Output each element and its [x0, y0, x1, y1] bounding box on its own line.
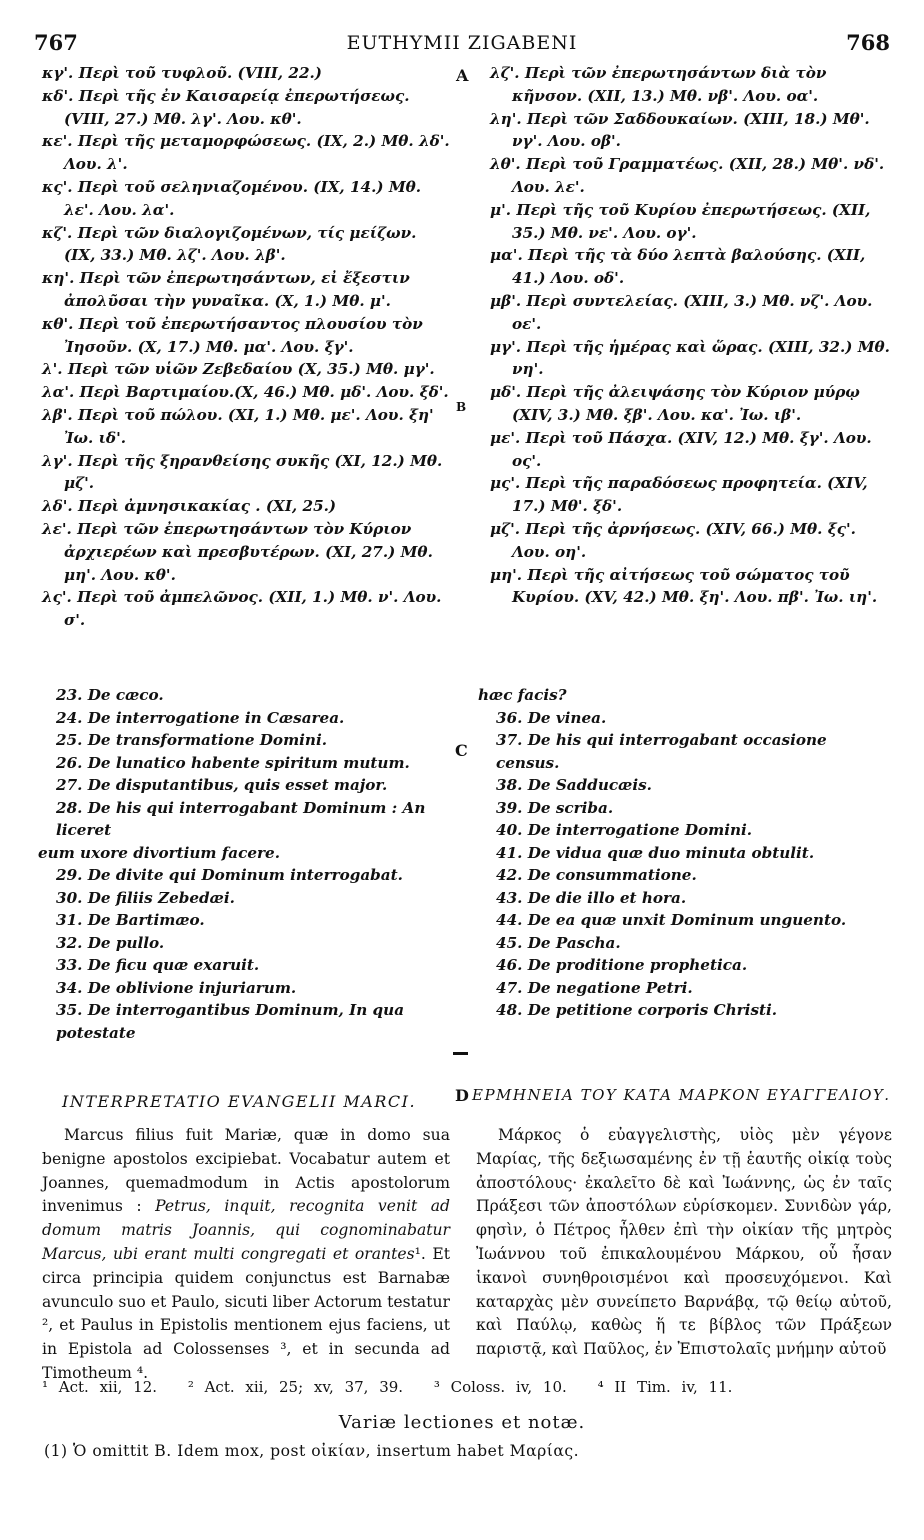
latin-entry: 30. De filiis Zebedæi. [56, 888, 235, 907]
page-number-left: 767 [34, 30, 78, 55]
margin-mark-d: D [455, 1086, 469, 1105]
latin-section-title: INTERPRETATIO EVANGELII MARCI. [62, 1092, 417, 1111]
latin-entry: 36. De vinea. [496, 708, 607, 727]
running-title: EUTHYMII ZIGABENI [346, 32, 578, 54]
chapter-entry: λς'. Περὶ τοῦ ἀμπελῶνος. (XII, 1.) Μθ. ν'. Λου. σ'. [42, 588, 442, 630]
latin-text-run: Marcus filius fuit Mariæ, quæ in domo sua benigne apostolos excipiebat. Vocabatur autem et Joannes, quemadmodum in Actis apostolorum invenimus : [42, 1126, 450, 1216]
chapter-entry: λθ'. Περὶ τοῦ Γραμματέως. (XII, 28.) Μθ'. νδ'. Λου. λε'. [490, 155, 885, 196]
section-divider [453, 1052, 468, 1055]
chapter-entry: κδ'. Περὶ τῆς ἐν Καισαρείᾳ ἐπερωτήσεως. (VIII, 27.) Μθ. λγ'. Λου. κθ'. [42, 86, 410, 128]
latin-entry: 45. De Pascha. [496, 933, 621, 952]
chapter-entry: λζ'. Περὶ τῶν ἐπερωτησάντων διὰ τὸν κῆνσον. (XII, 13.) Μθ. νβ'. Λου. οα'. [490, 64, 827, 105]
latin-entry: 28. De his qui interrogabant Dominum : An liceret [56, 798, 426, 839]
footnote: ² Act. xii, 25; xv, 37, 39. [187, 1378, 404, 1396]
latin-text-run: ¹. Et circa principia quidem conjunctus est Barnabæ avunculo suo et Paulo, sicuti liber Actorum testatur ², et Paulus in Epistolis mentionem ejus faciens, ut in Epistola ad Colossenses ³, et in secunda ad Timotheum ⁴. [42, 1244, 450, 1382]
latin-entry: 37. De his qui interrogabant occasione census. [496, 731, 827, 772]
latin-entry: eum uxore divortium facere. [38, 843, 281, 862]
latin-entry: 48. De petitione corporis Christi. [496, 1001, 778, 1019]
latin-chapter-list-left [36, 684, 448, 1044]
chapter-entry: κς'. Περὶ τοῦ σεληνιαζομένου. (IX, 14.) Μθ. λε'. Λου. λα'. [42, 177, 422, 219]
chapter-entry: κζ'. Περὶ τῶν διαλογιζομένων, τίς μείζων. (IX, 33.) Μθ. λζ'. Λου. λβ'. [42, 223, 417, 265]
latin-entry: 29. De divite qui Dominum interrogabat. [56, 866, 403, 884]
latin-entry: 34. De oblivione injuriarum. [56, 978, 297, 997]
footnote: ³ Coloss. iv, 10. [433, 1378, 567, 1396]
latin-body-text [42, 1124, 450, 1386]
latin-entry: 31. De Bartimæo. [56, 911, 205, 929]
latin-entry: 26. De lunatico habente spiritum mutum. [56, 753, 410, 772]
page-header [0, 30, 924, 56]
latin-quotation: Petrus, inquit, recognita venit ad domum matris Joannis, qui cognominabatur Marcus, ubi erant multi congregati et orantes [42, 1197, 450, 1263]
chapter-entry: λγ'. Περὶ τῆς ξηρανθείσης συκῆς (XI, 12.) Μθ. μζ'. [42, 451, 443, 493]
chapter-entry: μη'. Περὶ τῆς αἰτήσεως τοῦ σώματος τοῦ Κυρίου. (XV, 42.) Μθ. ξη'. Λου. πβ'. Ἰω. ιη'. [490, 565, 878, 607]
latin-entry: 41. De vidua quæ duo minuta obtulit. [496, 843, 815, 862]
page-number-right: 768 [846, 30, 890, 55]
greek-section-title: ΕΡΜΗΝΕΙΑ ΤΟΥ ΚΑΤΑ ΜΑΡΚΟΝ ΕΥΑΓΓΕΛΙΟΥ. [472, 1086, 891, 1104]
chapter-entry: λη'. Περὶ τῶν Σαδδουκαίων. (XIII, 18.) Μθ'. νγ'. Λου. οβ'. [490, 109, 870, 151]
margin-mark-c: C [455, 741, 468, 760]
margin-mark-a: A [456, 66, 469, 85]
variae-lectiones-heading: Variæ lectiones et notæ. [338, 1412, 586, 1433]
greek-paragraph: Μάρκος ὁ εὐαγγελιστὴς, υἱὸς μὲν γέγονε Μαρίας, τῆς δεξιωσαμένης ἐν τῇ ἑαυτῆς οἰκίᾳ τοὺς ἀποστόλους· ἐκαλεῖτο δὲ καὶ Ἰωάννης, ὡς ἐν ταῖς Πράξεσι τῶν ἀποστόλων εὑρίσκομεν. Συνιδὼν γάρ, φησὶν, ὁ Πέτρος ἦλθεν ἐπὶ τὴν οἰκίαν τῆς μητρὸς Ἰωάννου τοῦ ἐπικαλουμένου Μάρκου, οὗ ἦσαν ἱκανοὶ συνηθροισμένοι καὶ προσευχόμενοι. Καὶ καταρχὰς μὲν συνείπετο Βαρνάβᾳ, τῷ θείῳ αὐτοῦ, καὶ Παύλῳ, καθὼς ἥ τε βίβλος τῶν Πράξεων παριστᾷ, καὶ Παῦλος, ἐν Ἐπιστολαῖς μνήμην αὐτοῦ [476, 1126, 892, 1359]
latin-entry: 33. De ficu quæ exaruit. [56, 956, 260, 974]
latin-entry: 24. De interrogatione in Cæsarea. [56, 708, 345, 727]
chapter-entry: μδ'. Περὶ τῆς ἀλειψάσης τὸν Κύριον μύρῳ (XIV, 3.) Μθ. ξβ'. Λου. κα'. Ἰω. ιβ'. [490, 383, 860, 424]
chapter-entry: κγ'. Περὶ τοῦ τυφλοῦ. (VIII, 22.) [42, 64, 322, 82]
chapter-entry: κη'. Περὶ τῶν ἐπερωτησάντων, εἰ ἔξεστιν ἀπολῦσαι τὴν γυναῖκα. (X, 1.) Μθ. μ'. [42, 269, 410, 310]
margin-mark-b: B [456, 400, 467, 414]
chapter-entry: λ'. Περὶ τῶν υἱῶν Ζεβεδαίου (X, 35.) Μθ. μγ'. [42, 360, 435, 379]
latin-entry: hæc facis? [478, 686, 567, 704]
chapter-entry: κε'. Περὶ τῆς μεταμορφώσεως. (IX, 2.) Μθ. λδ'. Λου. λ'. [42, 132, 450, 174]
chapter-entry: λε'. Περὶ τῶν ἐπερωτησάντων τὸν Κύριον ἀρχιερέων καὶ πρεσβυτέρων. (XI, 27.) Μθ. μη'. Λου. κθ'. [42, 519, 433, 584]
footnote: ¹ Act. xii, 12. [42, 1378, 158, 1396]
chapter-entry: λδ'. Περὶ ἀμνησικακίας . (XI, 25.) [42, 497, 337, 516]
latin-entry: 44. De ea quæ unxit Dominum unguento. [496, 911, 847, 929]
chapter-entry: λβ'. Περὶ τοῦ πώλου. (XI, 1.) Μθ. με'. Λου. ξη' Ἰω. ιδ'. [42, 405, 434, 447]
latin-paragraph [42, 1124, 450, 1386]
chapter-entry: μβ'. Περὶ συντελείας. (XIII, 3.) Μθ. νζ'. Λου. οε'. [490, 291, 873, 333]
latin-entry: 40. De interrogatione Domini. [496, 821, 753, 839]
chapter-entry: μζ'. Περὶ τῆς ἀρνήσεως. (XIV, 66.) Μθ. ξς'. Λου. οη'. [490, 519, 856, 561]
greek-chapter-list-left [42, 62, 450, 632]
latin-entry: 39. De scriba. [496, 798, 614, 817]
chapter-entry: με'. Περὶ τοῦ Πάσχα. (XIV, 12.) Μθ. ξγ'. Λου. ος'. [490, 428, 872, 470]
variae-lectiones-note: (1) Ὁ omittit B. Idem mox, post οἰκίαν, insertum habet Μαρίας. [44, 1442, 580, 1460]
latin-entry: 46. De proditione prophetica. [496, 956, 748, 974]
chapter-entry: κθ'. Περὶ τοῦ ἐπερωτήσαντος πλουσίου τὸν Ἰησοῦν. (X, 17.) Μθ. μα'. Λου. ξγ'. [42, 314, 423, 356]
footnote: ⁴ II Tim. iv, 11. [597, 1378, 733, 1396]
latin-entry: 23. De cæco. [56, 686, 164, 704]
latin-entry: 47. De negatione Petri. [496, 978, 693, 997]
latin-entry: 38. De Sadducæis. [496, 776, 652, 794]
footnotes [42, 1378, 752, 1396]
chapter-entry: μ'. Περὶ τῆς τοῦ Κυρίου ἐπερωτήσεως. (XII, 35.) Μθ. νε'. Λου. ογ'. [490, 200, 871, 242]
latin-entry: 42. De consummatione. [496, 866, 697, 884]
latin-entry: 32. De pullo. [56, 933, 165, 952]
latin-entry: 43. De die illo et hora. [496, 888, 687, 907]
greek-chapter-list-right [490, 62, 892, 609]
latin-chapter-list-right [476, 684, 892, 1022]
chapter-entry: μγ'. Περὶ τῆς ἡμέρας καὶ ὥρας. (XIII, 32.) Μθ. νη'. [490, 337, 890, 379]
chapter-entry: μα'. Περὶ τῆς τὰ δύο λεπτὰ βαλούσης. (XII, 41.) Λου. οδ'. [490, 246, 866, 288]
latin-entry: 25. De transformatione Domini. [56, 731, 328, 749]
latin-entry: 27. De disputantibus, quis esset major. [56, 776, 388, 794]
latin-entry: 35. De interrogantibus Dominum, In qua potestate [56, 1001, 405, 1042]
chapter-entry: μς'. Περὶ τῆς παραδόσεως προφητεία. (XIV, 17.) Μθ'. ξδ'. [490, 474, 868, 516]
chapter-entry: λα'. Περὶ Βαρτιμαίου.(X, 46.) Μθ. μδ'. Λου. ξδ'. [42, 383, 449, 402]
greek-body-text [476, 1124, 892, 1362]
